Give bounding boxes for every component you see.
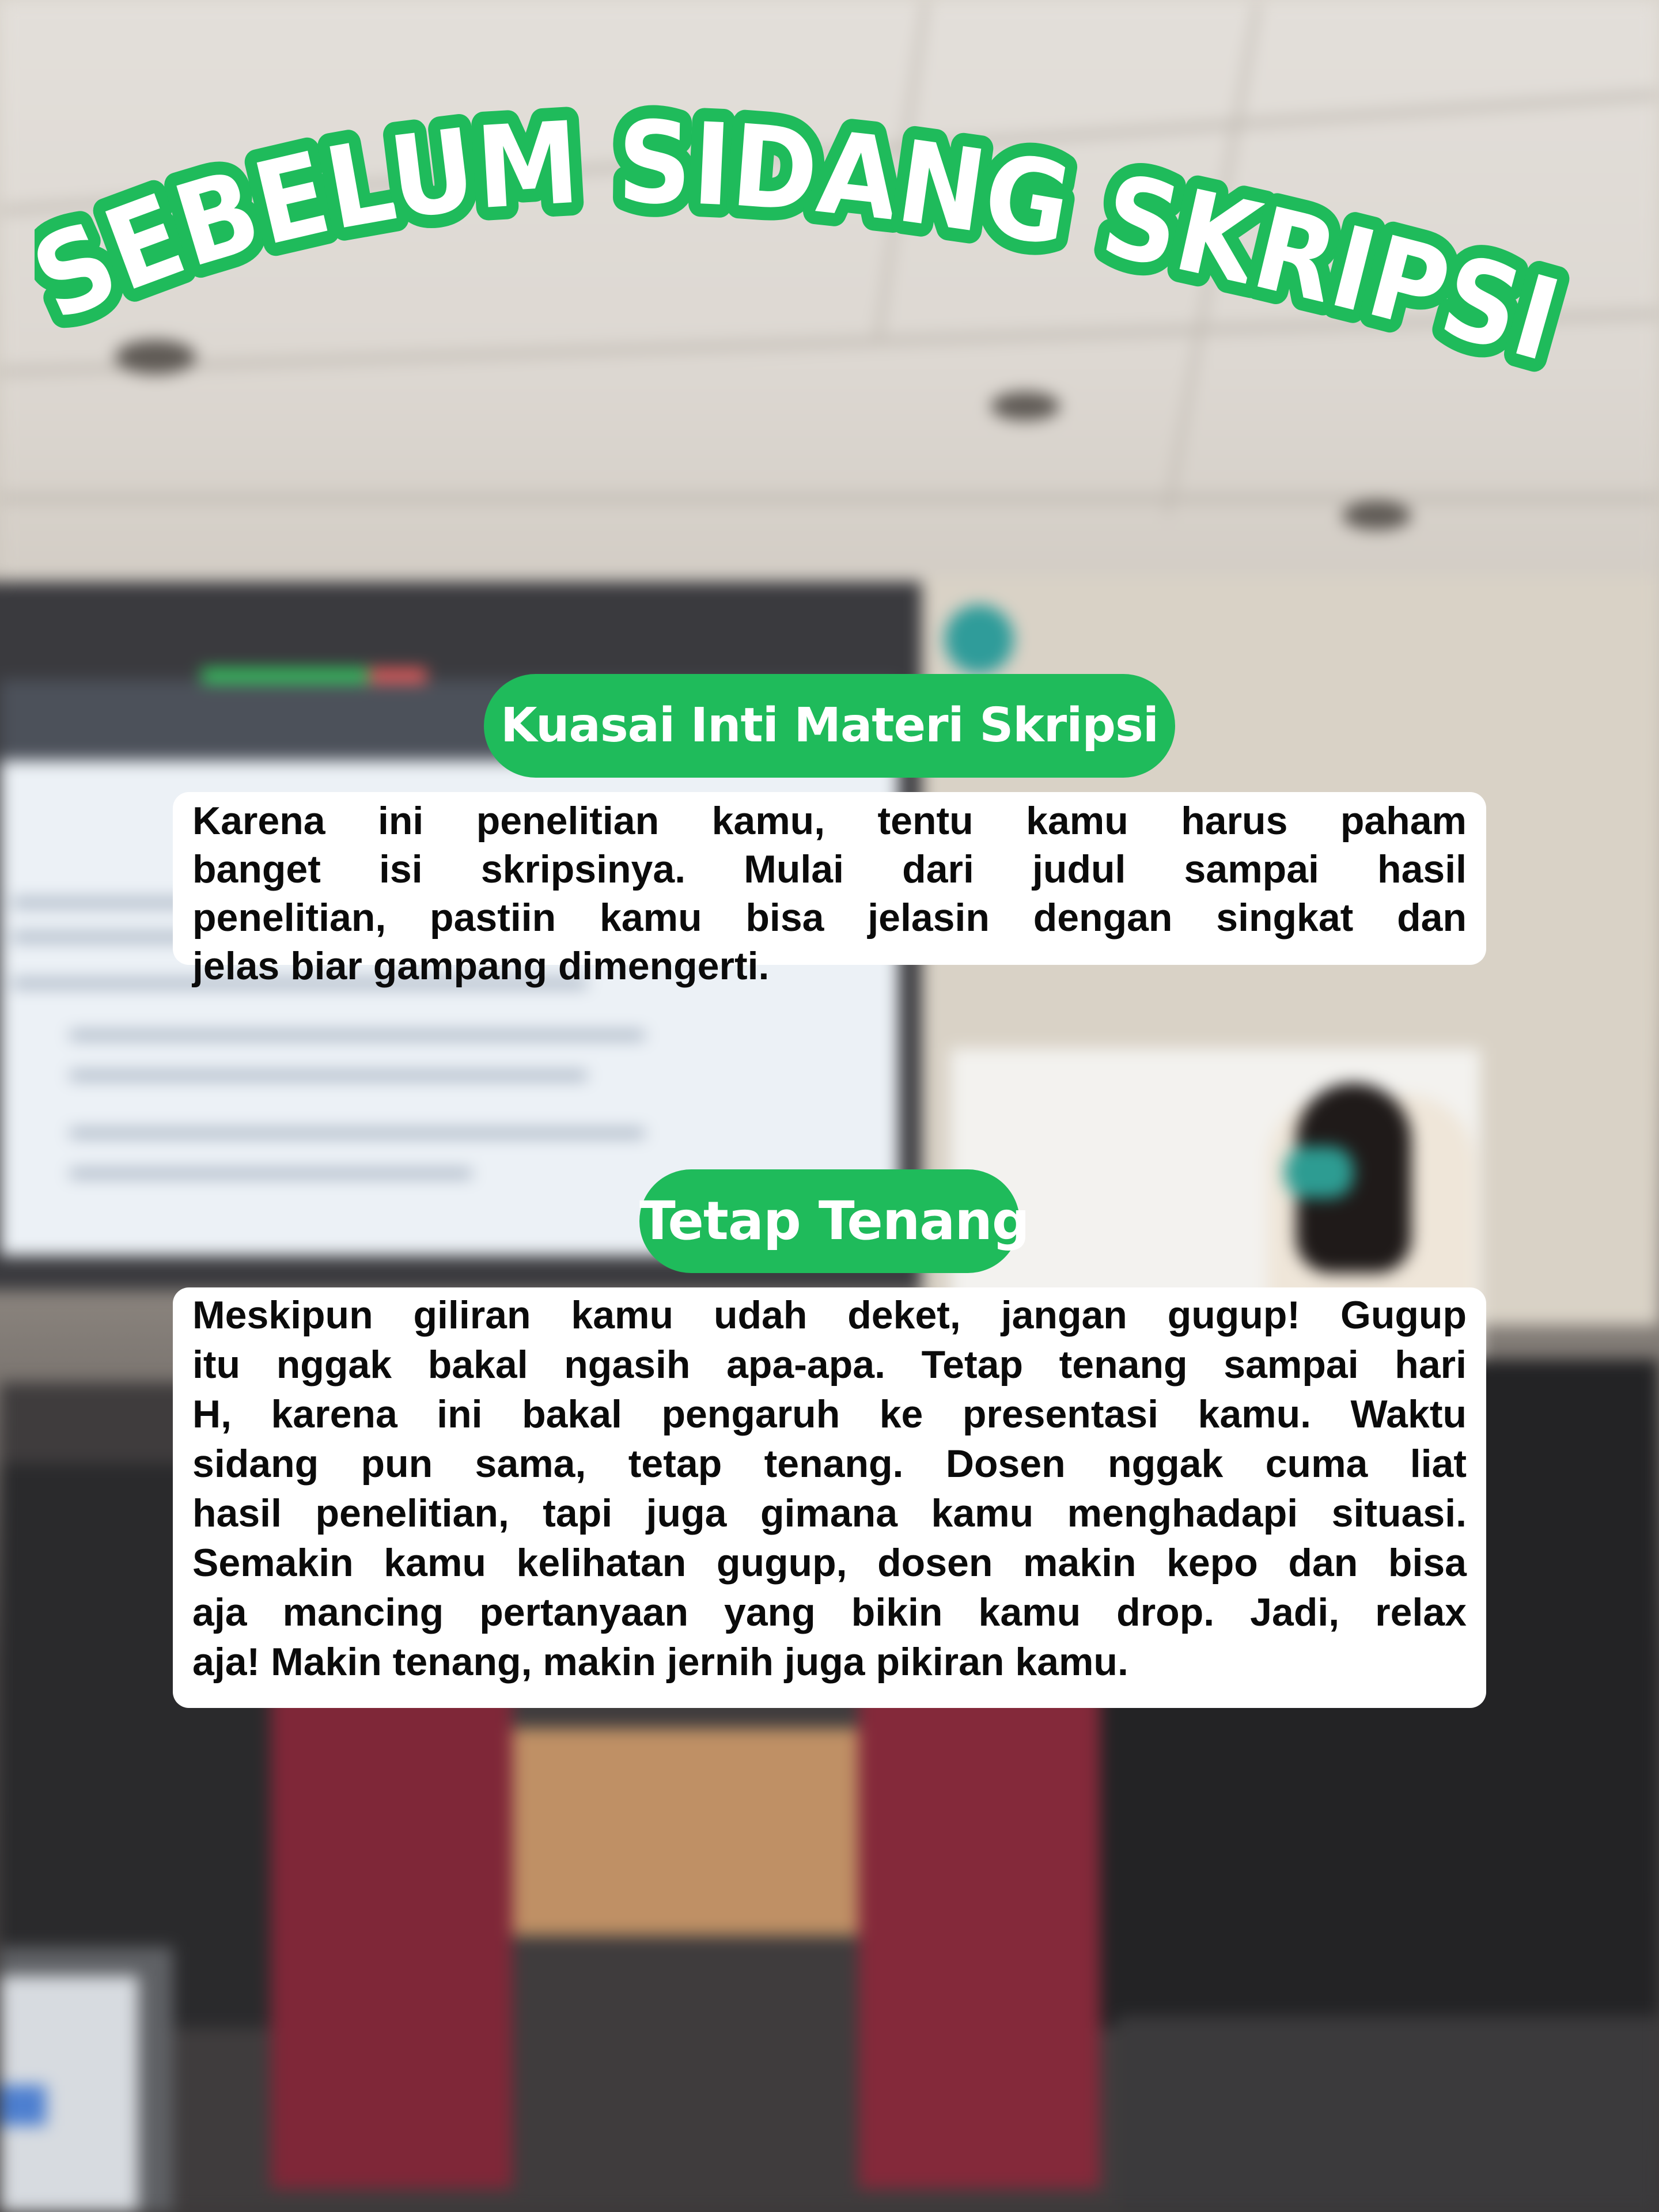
projected-text-line [69, 1169, 472, 1177]
projected-text-line [69, 1031, 645, 1039]
ceiling-seam [0, 495, 1659, 501]
headline [35, 104, 1636, 426]
laptop-ui-glint [0, 2085, 46, 2126]
body-line: Meskipun giliran kamu udah deket, jangan gugup! Gugup [192, 1293, 1467, 1337]
ceiling-light [1342, 501, 1411, 530]
body-line: H, karena ini bakal pengaruh ke presentasi kamu. Waktu [192, 1392, 1467, 1436]
projected-green-bar [202, 668, 369, 683]
headline-textpath: EBELUM SIDANG SKRIPSI [89, 104, 1576, 388]
section-body-card [173, 792, 1486, 988]
body-line: Semakin kamu kelihatan gugup, dosen makin kepo dan bisa [192, 1541, 1467, 1585]
body-line: hasil penelitian, tapi juga gimana kamu menghadapi situasi. [192, 1491, 1467, 1535]
body-line: penelitian, pastiin kamu bisa jelasin dengan singkat dan [192, 896, 1467, 940]
projected-text-line [69, 1071, 588, 1080]
wooden-table [507, 1728, 887, 1936]
headline-text [35, 104, 1576, 388]
body-line: aja! Makin tenang, makin jernih juga pikiran kamu. [192, 1640, 1128, 1684]
section-body-card [173, 1287, 1486, 1708]
section-title-pill [639, 1169, 1029, 1273]
body-line: banget isi skripsinya. Mulai dari judul sampai hasil [192, 847, 1467, 891]
section-title: Tetap Tenang [639, 1190, 1029, 1252]
body-line: jelas biar gampang dimengerti. [192, 944, 770, 988]
red-chair [271, 1671, 513, 2189]
wall-clock [945, 605, 1014, 674]
section-title: Kuasai Inti Materi Skripsi [501, 698, 1158, 753]
body-line: Karena ini penelitian kamu, tentu kamu harus paham [192, 799, 1467, 843]
projected-red-bar [369, 668, 426, 683]
desk-surface [1118, 2016, 1659, 2212]
body-line: itu nggak bakal ngasih apa-apa. Tetap tenang sampai hari [192, 1343, 1467, 1387]
red-chair [858, 1671, 1100, 2189]
body-line: aja mancing pertanyaan yang bikin kamu drop. Jadi, relax [192, 1590, 1467, 1634]
presenter-mask [1285, 1146, 1354, 1198]
body-line: sidang pun sama, tetap tenang. Dosen nggak cuma liat [192, 1442, 1467, 1486]
section-title-pill [484, 674, 1175, 778]
projected-text-line [69, 1129, 645, 1137]
headline-graphic [35, 104, 1636, 426]
